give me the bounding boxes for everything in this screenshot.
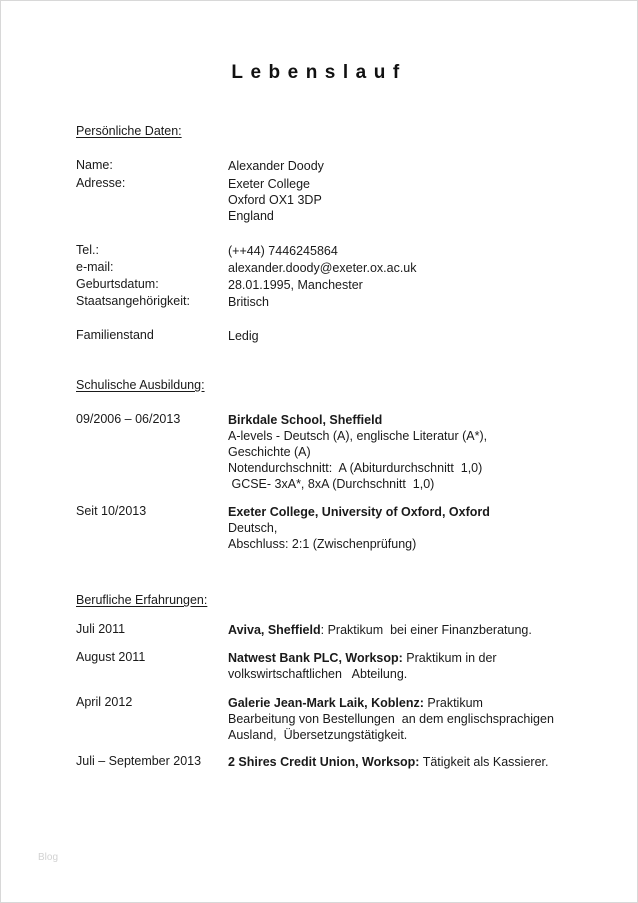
experience-details-4 bbox=[228, 754, 618, 770]
experience-description-1: : Praktikum bei einer Finanzberatung. bbox=[320, 623, 532, 637]
education-details-2 bbox=[228, 504, 618, 552]
experience-period-3: April 2012 bbox=[76, 695, 133, 709]
experience-line: Bearbeitung von Bestellungen an dem englischsprachigen bbox=[228, 712, 554, 726]
value-email: alexander.doody@exeter.ox.ac.uk bbox=[228, 261, 417, 275]
education-line: A-levels - Deutsch (A), englische Literatur (A*), bbox=[228, 429, 488, 443]
label-birth: Geburtsdatum: bbox=[76, 277, 159, 291]
education-line: GCSE- 3xA*, 8xA (Durchschnitt 1,0) bbox=[228, 477, 435, 491]
education-details-1 bbox=[228, 412, 618, 492]
experience-company-3: Galerie Jean-Mark Laik, Koblenz: bbox=[228, 696, 424, 710]
value-address bbox=[228, 176, 618, 224]
education-line: Geschichte (A) bbox=[228, 445, 311, 459]
experience-details-2 bbox=[228, 650, 618, 682]
address-line-2: Oxford OX1 3DP bbox=[228, 193, 322, 207]
education-line: Deutsch, bbox=[228, 521, 278, 535]
label-marital: Familienstand bbox=[76, 328, 154, 342]
section-heading-experience: Berufliche Erfahrungen: bbox=[76, 593, 208, 607]
watermark-logo: Blog bbox=[38, 852, 59, 863]
address-line-3: England bbox=[228, 209, 274, 223]
value-phone: (++44) 7446245864 bbox=[228, 244, 338, 258]
experience-description-2: Praktikum in der bbox=[402, 651, 497, 665]
address-line-1: Exeter College bbox=[228, 177, 310, 191]
label-nationality: Staatsangehörigkeit: bbox=[76, 294, 190, 308]
education-line: Abschluss: 2:1 (Zwischenprüfung) bbox=[228, 537, 417, 551]
experience-company-2: Natwest Bank PLC, Worksop: bbox=[228, 651, 403, 665]
experience-company-4: 2 Shires Credit Union, Worksop: bbox=[228, 755, 420, 769]
section-heading-personal: Persönliche Daten: bbox=[76, 124, 182, 138]
education-institution-1: Birkdale School, Sheffield bbox=[228, 413, 383, 427]
education-period-2: Seit 10/2013 bbox=[76, 504, 147, 518]
experience-details-1 bbox=[228, 622, 618, 638]
experience-period-4: Juli – September 2013 bbox=[76, 754, 202, 768]
value-birth: 28.01.1995, Manchester bbox=[228, 278, 363, 292]
label-name: Name: bbox=[76, 158, 113, 172]
education-institution-2: Exeter College, University of Oxford, Oxford bbox=[228, 505, 490, 519]
experience-description-4: Tätigkeit als Kassierer. bbox=[419, 755, 549, 769]
experience-period-2: August 2011 bbox=[76, 650, 146, 664]
value-marital: Ledig bbox=[228, 329, 259, 343]
label-phone: Tel.: bbox=[76, 243, 99, 257]
value-nationality: Britisch bbox=[228, 295, 269, 309]
document-title: Lebenslauf bbox=[231, 62, 407, 83]
experience-details-3 bbox=[228, 695, 618, 743]
education-period-1: 09/2006 – 06/2013 bbox=[76, 412, 181, 426]
experience-description-3: Praktikum bbox=[423, 696, 483, 710]
experience-company-1: Aviva, Sheffield bbox=[228, 623, 321, 637]
experience-period-1: Juli 2011 bbox=[76, 622, 126, 636]
experience-line: Ausland, Übersetzungstätigkeit. bbox=[228, 728, 408, 742]
value-name: Alexander Doody bbox=[228, 159, 324, 173]
education-line: Notendurchschnitt: A (Abiturdurchschnitt 1,0) bbox=[228, 461, 483, 475]
section-heading-education: Schulische Ausbildung: bbox=[76, 378, 205, 392]
label-address: Adresse: bbox=[76, 176, 126, 190]
experience-line: volkswirtschaftlichen Abteilung. bbox=[228, 667, 408, 681]
label-email: e-mail: bbox=[76, 260, 114, 274]
